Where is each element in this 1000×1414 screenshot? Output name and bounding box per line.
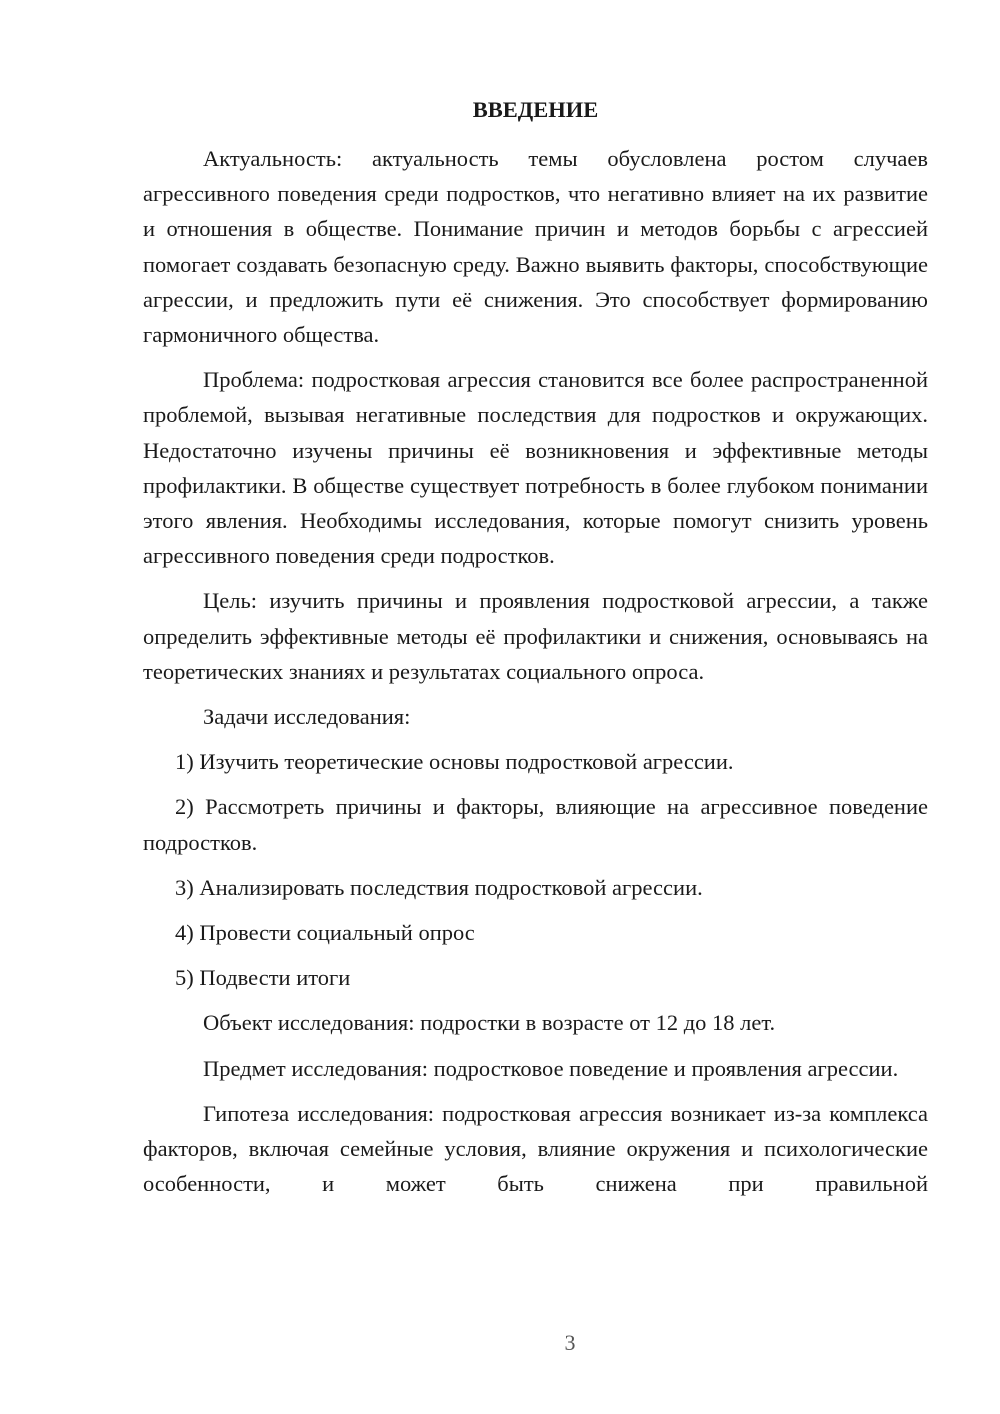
task-item-2: 2) Рассмотреть причины и факторы, влияющие на агрессивное поведение подростков.	[143, 794, 928, 855]
relevance-paragraph: Актуальность: актуальность темы обусловлена ростом случаев агрессивного поведения среди подростков, что негативно влияет на их развитие и отношения в обществе. Понимание причин и методов борьбы с агрессией помогает создавать безопасную среду. Важно выявить факторы, способствующие агрессии, и предложить пути её снижения. Это способствует формированию гармоничного общества.	[143, 146, 928, 348]
hypothesis-paragraph: Гипотеза исследования: подростковая агрессия возникает из-за комплекса факторов, включая семейные условия, влияние окружения и психологические особенности, и может быть снижена при правильной	[143, 1100, 928, 1197]
object-paragraph: Объект исследования: подростки в возрасте от 12 до 18 лет.	[203, 1010, 776, 1036]
page-content	[143, 92, 928, 1211]
task-item-3: 3) Анализировать последствия подростковой агрессии.	[175, 874, 703, 900]
page-number: 3	[564, 1330, 576, 1355]
problem-paragraph: Проблема: подростковая агрессия становится все более распространенной проблемой, вызывая негативные последствия для подростков и окружающих. Недостаточно изучены причины её возникновения и эффективные методы профилактики. В обществе существует потребность в более глубоком понимании этого явления. Необходимы исследования, которые помогут снизить уровень агрессивного поведения среди подростков.	[143, 367, 928, 569]
subject-paragraph: Предмет исследования: подростковое поведение и проявления агрессии.	[203, 1055, 899, 1081]
tasks-heading: Задачи исследования:	[203, 704, 411, 730]
task-item-1: 1) Изучить теоретические основы подростковой агрессии.	[175, 749, 734, 775]
section-title: ВВЕДЕНИЕ	[472, 97, 599, 122]
goal-paragraph: Цель: изучить причины и проявления подростковой агрессии, а также определить эффективные методы её профилактики и снижения, основываясь на теоретических знаниях и результатах социального опроса.	[143, 588, 928, 684]
task-item-5: 5) Подвести итоги	[175, 965, 351, 991]
task-item-4: 4) Провести социальный опрос	[175, 920, 475, 946]
